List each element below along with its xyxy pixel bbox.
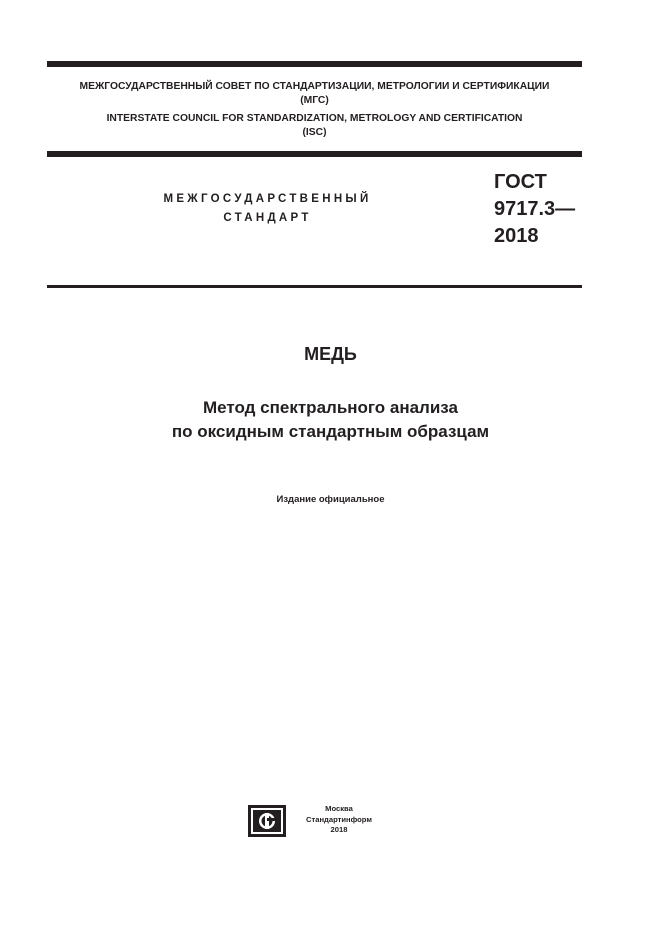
standard-type-line1: МЕЖГОСУДАРСТВЕННЫЙ xyxy=(163,193,372,205)
standartinform-logo-icon xyxy=(248,805,286,837)
designation-bottom-rule xyxy=(47,285,582,288)
publisher-city: Москва xyxy=(325,804,353,813)
council-en-abbr: (ISC) xyxy=(302,127,327,138)
header-bottom-rule xyxy=(47,151,582,157)
gost-prefix: ГОСТ xyxy=(494,171,547,193)
publisher-year: 2018 xyxy=(330,825,348,834)
edition-label: Издание официальное xyxy=(276,494,385,505)
document-subtitle-line2: по оксидным стандартным образцам xyxy=(171,422,490,441)
council-ru-line1: МЕЖГОСУДАРСТВЕННЫЙ СОВЕТ ПО СТАНДАРТИЗАЦИИ, МЕТРОЛОГИИ И СЕРТИФИКАЦИИ xyxy=(79,81,550,92)
publisher-block xyxy=(292,804,386,836)
council-en-line1: INTERSTATE COUNCIL FOR STANDARDIZATION, METROLOGY AND CERTIFICATION xyxy=(106,113,523,124)
publisher-name: Стандартинформ xyxy=(306,814,372,824)
gost-designation xyxy=(494,169,575,250)
document-title: МЕДЬ xyxy=(304,344,357,364)
standard-type-line2: СТАНДАРТ xyxy=(223,212,312,224)
document-subtitle-line1: Метод спектрального анализа xyxy=(203,398,458,417)
top-rule xyxy=(47,61,582,67)
gost-number: 9717.3— xyxy=(494,198,576,220)
council-ru-abbr: (МГС) xyxy=(300,95,329,106)
gost-year: 2018 xyxy=(494,225,539,247)
